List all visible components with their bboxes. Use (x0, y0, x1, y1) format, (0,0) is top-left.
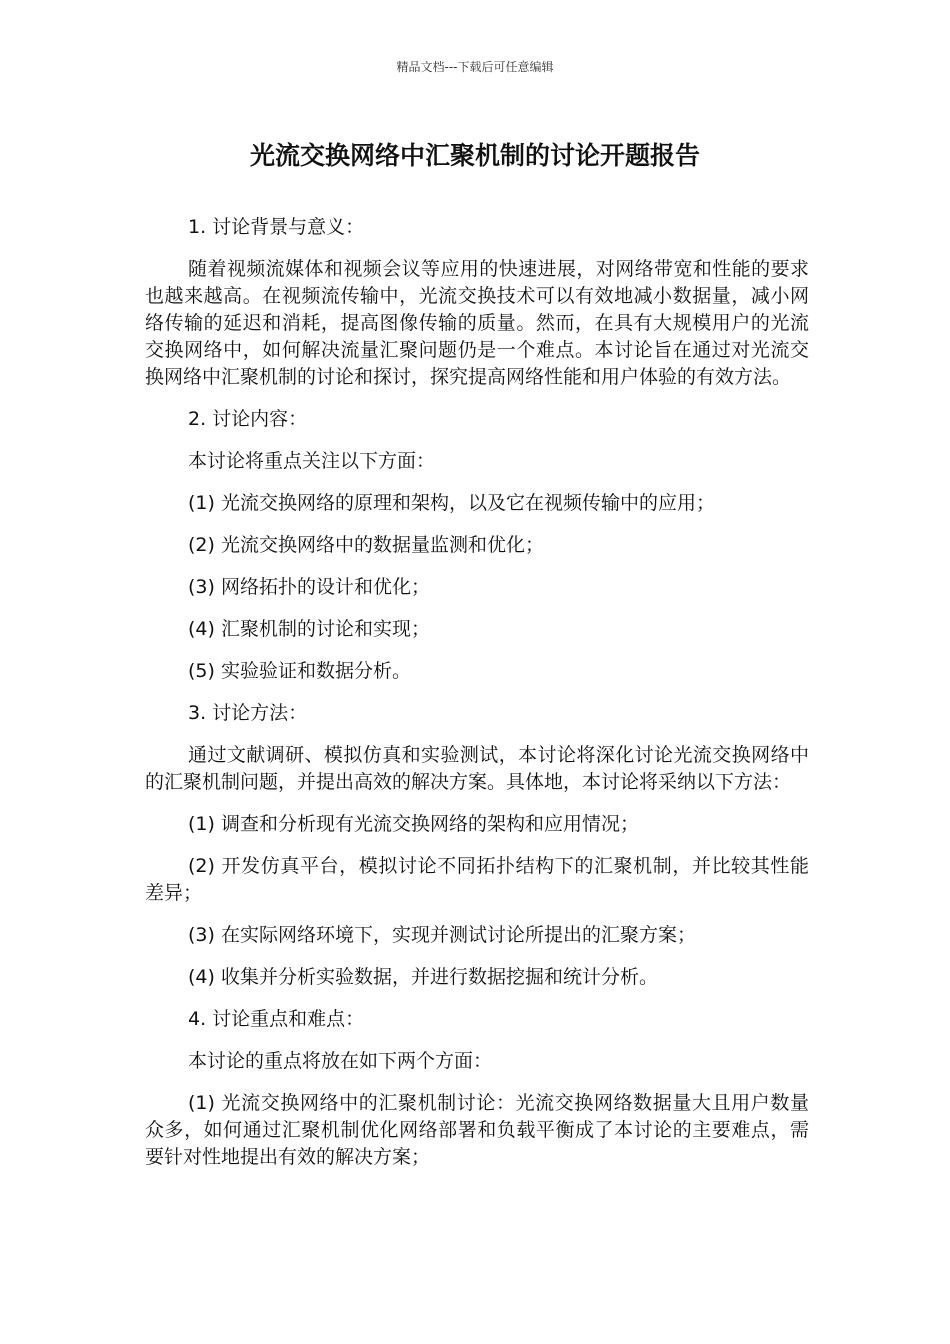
list-item: (4) 汇聚机制的讨论和实现； (188, 618, 430, 640)
paragraph-background: 随着视频流媒体和视频会议等应用的快速进展，对网络带宽和性能的要求也越来越高。在视频流传输中，光流交换技术可以有效地减小数据量，减小网络传输的延迟和消耗，提高图像传输的质量。然而，在具有大规模用户的光流交换网络中，如何解决流量汇聚问题仍是一个难点。本讨论旨在通过对光流交换网络中汇聚机制的讨论和探讨，探究提高网络性能和用户体验的有效方法。 (145, 258, 809, 388)
section-heading-content: 2. 讨论内容： (188, 408, 308, 430)
section-heading-key-points: 4. 讨论重点和难点： (188, 1008, 365, 1030)
paragraph-key-points-intro: 本讨论的重点将放在如下两个方面： (188, 1050, 493, 1072)
list-item: (3) 网络拓扑的设计和优化； (188, 576, 430, 598)
page-header: 精品文档---下载后可任意编辑 (396, 60, 554, 74)
document-title: 光流交换网络中汇聚机制的讨论开题报告 (249, 141, 700, 170)
paragraph-methods: 通过文献调研、模拟仿真和实验测试，本讨论将深化讨论光流交换网络中的汇聚机制问题，并提出高效的解决方案。具体地，本讨论将采纳以下方法： (145, 744, 809, 793)
list-item: (1) 调查和分析现有光流交换网络的架构和应用情况； (188, 813, 639, 835)
list-item: (4) 收集并分析实验数据，并进行数据挖掘和统计分析。 (188, 966, 658, 988)
list-item: (5) 实验验证和数据分析。 (188, 660, 411, 682)
list-item: (2) 开发仿真平台，模拟讨论不同拓扑结构下的汇聚机制，并比较其性能差异； (145, 855, 809, 904)
paragraph-content-intro: 本讨论将重点关注以下方面： (188, 450, 436, 472)
list-item: (1) 光流交换网络中的汇聚机制讨论：光流交换网络数据量大且用户数量众多，如何通过汇聚机制优化网络部署和负载平衡成了本讨论的主要难点，需要针对性地提出有效的解决方案； (145, 1092, 809, 1168)
list-item: (1) 光流交换网络的原理和架构，以及它在视频传输中的应用； (188, 492, 715, 514)
list-item: (3) 在实际网络环境下，实现并测试讨论所提出的汇聚方案； (188, 924, 696, 946)
section-heading-background: 1. 讨论背景与意义： (188, 216, 365, 238)
list-item: (2) 光流交换网络中的数据量监测和优化； (188, 534, 544, 556)
section-heading-methods: 3. 讨论方法： (188, 702, 308, 724)
document-body (145, 214, 809, 1186)
